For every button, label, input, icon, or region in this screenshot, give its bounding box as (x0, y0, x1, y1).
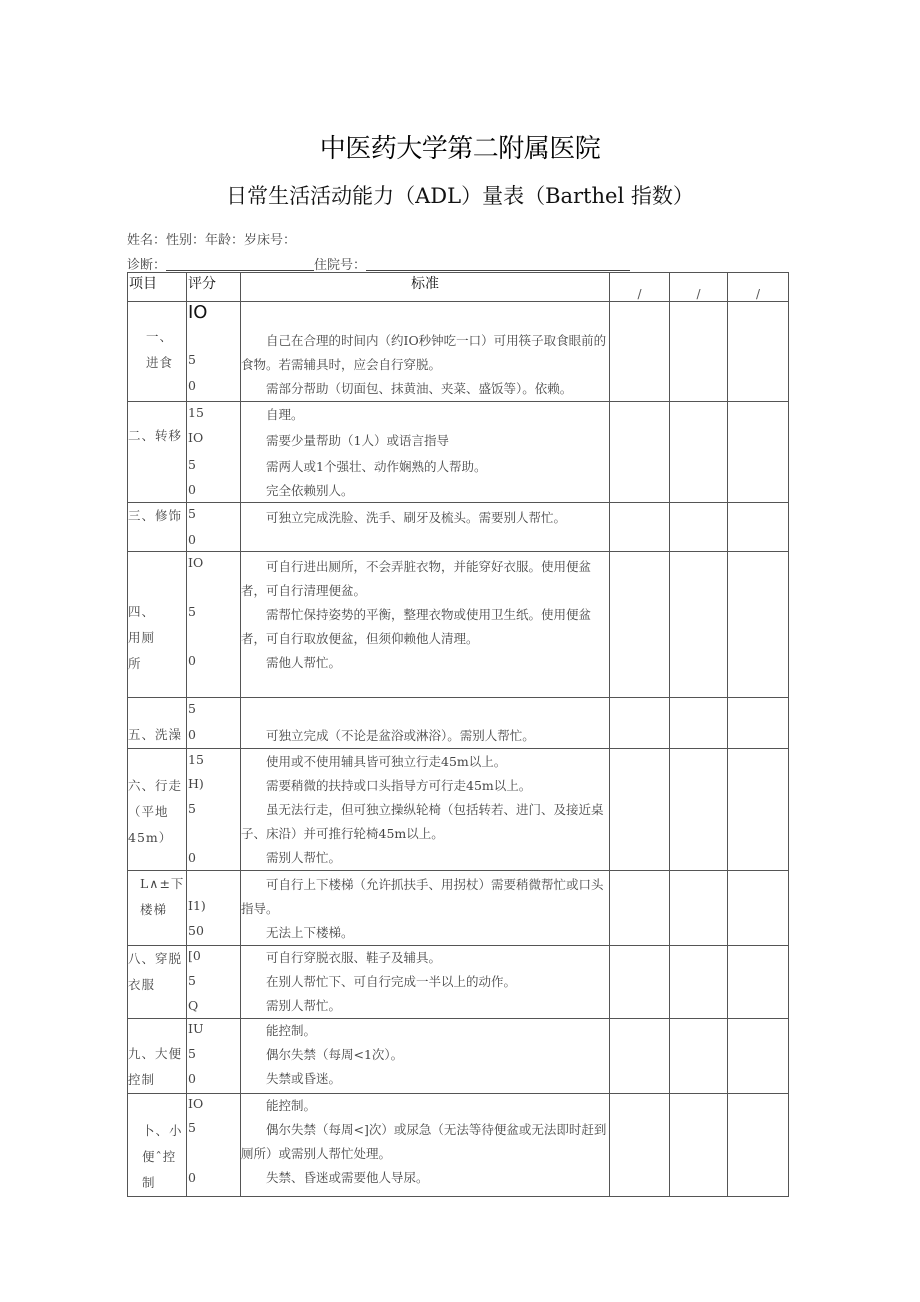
assessment-cell[interactable] (670, 1019, 728, 1094)
table-row (128, 302, 789, 402)
assessment-cell[interactable] (610, 946, 670, 1019)
assessment-cell[interactable] (610, 302, 670, 402)
item-grooming: 三、修饰 (128, 503, 187, 552)
assessment-cell[interactable] (670, 749, 728, 871)
score-cell: 15 H) 5 0 (187, 749, 241, 871)
assessment-cell[interactable] (610, 749, 670, 871)
assessment-cell[interactable] (728, 698, 789, 749)
assessment-cell[interactable] (670, 1094, 728, 1197)
table-header-row (128, 273, 789, 302)
assessment-cell[interactable] (728, 946, 789, 1019)
adl-score-table (127, 272, 789, 1197)
form-title: 日常生活活动能力（ADL）量表（Barthel 指数） (226, 184, 694, 208)
assessment-cell[interactable] (728, 1094, 789, 1197)
table-row (128, 1094, 789, 1197)
assessment-cell[interactable] (728, 1019, 789, 1094)
assessment-cell[interactable] (610, 402, 670, 503)
assessment-cell[interactable] (670, 552, 728, 698)
admission-number-label: 住院号： (314, 258, 367, 273)
hospital-name: 中医药大学第二附属医院 (319, 134, 601, 164)
assessment-cell[interactable] (728, 302, 789, 402)
assessment-cell[interactable] (728, 503, 789, 552)
table-row (128, 503, 789, 552)
assessment-cell[interactable] (728, 552, 789, 698)
score-cell: I1) 50 (187, 871, 241, 946)
item-bathing: 五、洗澡 (128, 698, 187, 749)
table-row (128, 552, 789, 698)
criteria-cell: 能控制。 偶尔失禁（每周<1次）。 失禁或昏迷。 (241, 1019, 610, 1094)
criteria-cell: 自己在合理的时间内（约IO秒钟吃一口）可用筷子取食眼前的食物。若需辅具时，应会自行穿脱。 需部分帮助（切面包、抹黄油、夹菜、盛饭等）。依赖。 (241, 302, 610, 402)
table-row (128, 402, 789, 503)
header-assessment-2: / (670, 273, 728, 302)
criteria-cell: 使用或不使用辅具皆可独立行走45m以上。 需要稍微的扶持或口头指导方可行走45m以上。 虽无法行走，但可独立操纵轮椅（包括转若、进门、及接近桌子、床沿）并可推行轮椅45m以上。 需别人帮忙。 (241, 749, 610, 871)
score-cell: IU 5 0 (187, 1019, 241, 1094)
header-criteria: 标准 (241, 273, 610, 302)
item-stairs: L∧±下楼梯 (128, 871, 187, 946)
score-cell: [0 5 Q (187, 946, 241, 1019)
assessment-cell[interactable] (728, 749, 789, 871)
score-cell: IO 5 0 (187, 1094, 241, 1197)
table-row (128, 1019, 789, 1094)
criteria-cell: 能控制。 偶尔失禁（每周<]次）或尿急（无法等待便盆或无法即时赶到厕所）或需别人帮忙处理。 失禁、昏迷或需要他人导尿。 (241, 1094, 610, 1197)
score-cell: 15 IO 5 0 (187, 402, 241, 503)
item-walking: 六、行走（平地45m） (128, 749, 187, 871)
assessment-cell[interactable] (670, 698, 728, 749)
assessment-cell[interactable] (670, 503, 728, 552)
diagnosis-label: 诊断： (127, 258, 167, 273)
diagnosis-line (127, 254, 630, 273)
item-transfer: 二、转移 (128, 402, 187, 503)
score-cell: IO 5 0 (187, 552, 241, 698)
score-cell: 5 0 (187, 698, 241, 749)
criteria-cell: 可自行进出厕所，不会弄脏衣物，并能穿好衣服。使用便盆者，可自行清理便盆。 需帮忙保持姿势的平衡，整理衣物或使用卫生纸。使用便盆者，可自行取放便盆，但须仰赖他人清理。 需他人帮忙。 (241, 552, 610, 698)
criteria-cell: 可自行上下楼梯（允许抓扶手、用拐杖）需要稍微帮忙或口头指导。 无法上下楼梯。 (241, 871, 610, 946)
header-score: 评分 (187, 273, 241, 302)
item-toilet: 四、用厕所 (128, 552, 187, 698)
table-row (128, 946, 789, 1019)
patient-info-line: 姓名：性别：年龄：岁床号： (127, 233, 297, 248)
score-cell: IO 5 0 (187, 302, 241, 402)
assessment-cell[interactable] (670, 302, 728, 402)
header-assessment-3: / (728, 273, 789, 302)
assessment-cell[interactable] (610, 552, 670, 698)
criteria-cell: 自理。 需要少量帮助（1人）或语言指导 需两人或1个强壮、动作娴熟的人帮助。 完全依赖别人。 (241, 402, 610, 503)
criteria-cell: 可独立完成洗脸、洗手、刷牙及梳头。需要别人帮忙。 (241, 503, 610, 552)
assessment-cell[interactable] (610, 698, 670, 749)
header-item: 项目 (128, 273, 187, 302)
diagnosis-field[interactable] (166, 257, 314, 271)
assessment-cell[interactable] (610, 1094, 670, 1197)
table-row (128, 749, 789, 871)
assessment-cell[interactable] (728, 871, 789, 946)
item-bladder-control: 卜、小便ˆ控制 (128, 1094, 187, 1197)
criteria-cell: 可独立完成（不论是盆浴或淋浴）。需别人帮忙。 (241, 698, 610, 749)
table-row (128, 871, 789, 946)
assessment-cell[interactable] (610, 871, 670, 946)
score-cell: 5 0 (187, 503, 241, 552)
item-dressing: 八、穿脱衣服 (128, 946, 187, 1019)
assessment-cell[interactable] (728, 402, 789, 503)
assessment-cell[interactable] (670, 402, 728, 503)
assessment-cell[interactable] (610, 1019, 670, 1094)
criteria-cell: 可自行穿脱衣服、鞋子及辅具。 在别人帮忙下、可自行完成一半以上的动作。 需别人帮忙。 (241, 946, 610, 1019)
header-assessment-1: / (610, 273, 670, 302)
admission-number-field[interactable] (366, 257, 630, 271)
assessment-cell[interactable] (610, 503, 670, 552)
assessment-cell[interactable] (670, 871, 728, 946)
item-eating: 一、进食 (128, 302, 187, 402)
item-bowel-control: 九、大便控制 (128, 1019, 187, 1094)
assessment-cell[interactable] (670, 946, 728, 1019)
table-row (128, 698, 789, 749)
